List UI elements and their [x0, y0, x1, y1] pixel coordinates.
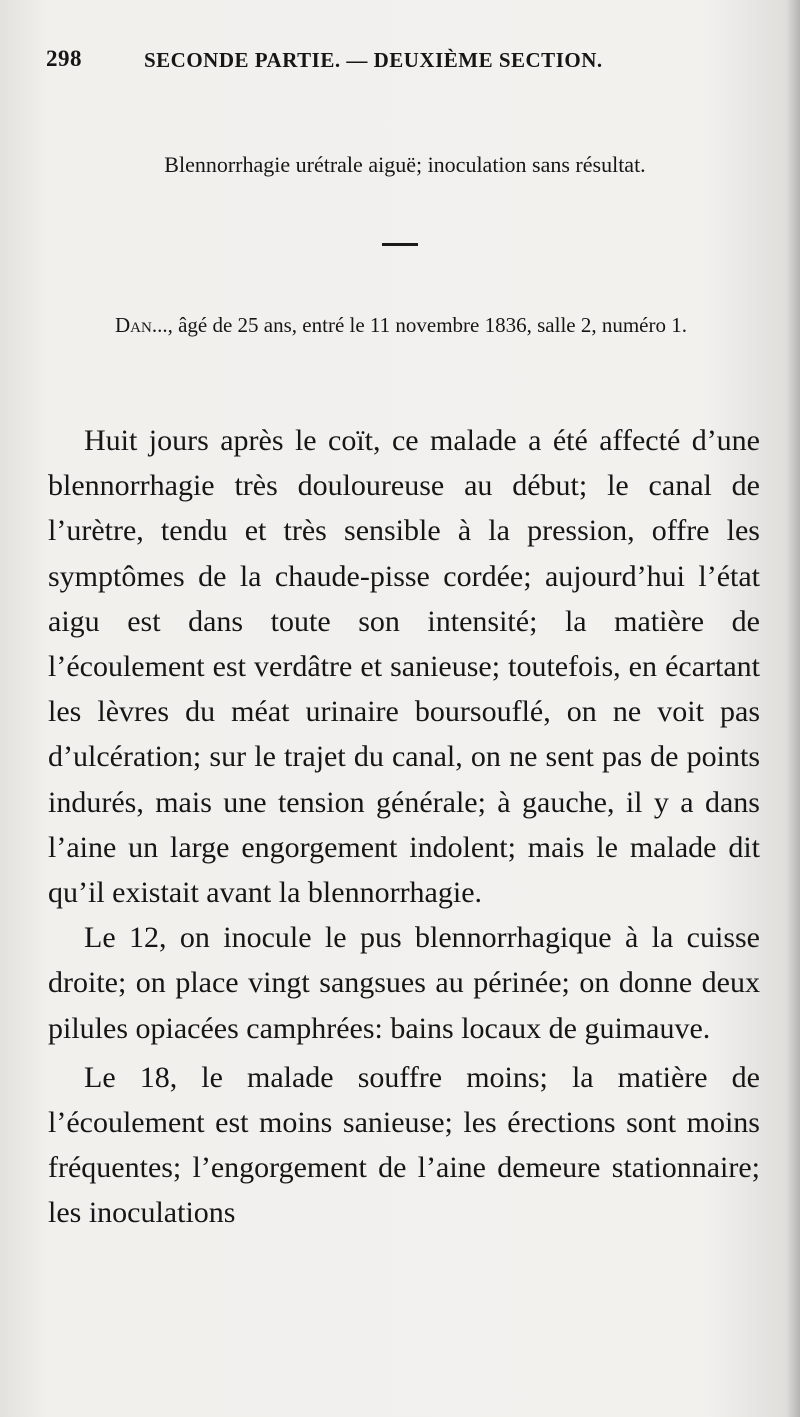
patient-name: Dan...: [115, 313, 168, 337]
running-head: SECONDE PARTIE. — DEUXIÈME SECTION.: [144, 48, 603, 72]
page-header: [46, 46, 746, 82]
page-number: 298: [46, 46, 82, 71]
body-text: [48, 418, 760, 1236]
paragraph: Le 12, on inocule le pus blennorrhagique à la cuisse droite; on place vingt sangsues au périnée; on donne deux pilules opiacées camphrées: bains locaux de guimauve.: [48, 921, 760, 1045]
section-rule: [382, 243, 418, 246]
patient-details: , âgé de 25 ans, entré le 11 novembre 1836, salle 2, numéro 1.: [167, 313, 687, 337]
patient-info: [76, 308, 726, 342]
paragraph: Huit jours après le coït, ce malade a été affecté d’une blennorrhagie très douloureuse au début; le canal de l’urètre, tendu et très sensible à la pression, offre les symptômes de la chaude-pisse cordée; aujourd’hui l’état aigu est dans toute son intensité; la matière de l’écoulement est verdâtre et sanieuse; toutefois, en écartant les lèvres du méat urinaire boursouflé, on ne voit pas d’ulcération; sur le trajet du canal, on ne sent pas de points indurés, mais une tension générale; à gauche, il y a dans l’aine un large engorgement indolent; mais le malade dit qu’il existait avant la blennorrhagie.: [48, 424, 760, 910]
case-title: Blennorrhagie urétrale aiguë; inoculation sans résultat.: [164, 152, 646, 177]
paragraph: Le 18, le malade souffre moins; la matière de l’écoulement est moins sanieuse; les érections sont moins fréquentes; l’engorgement de l’aine demeure stationnaire; les inoculations: [48, 1060, 760, 1230]
